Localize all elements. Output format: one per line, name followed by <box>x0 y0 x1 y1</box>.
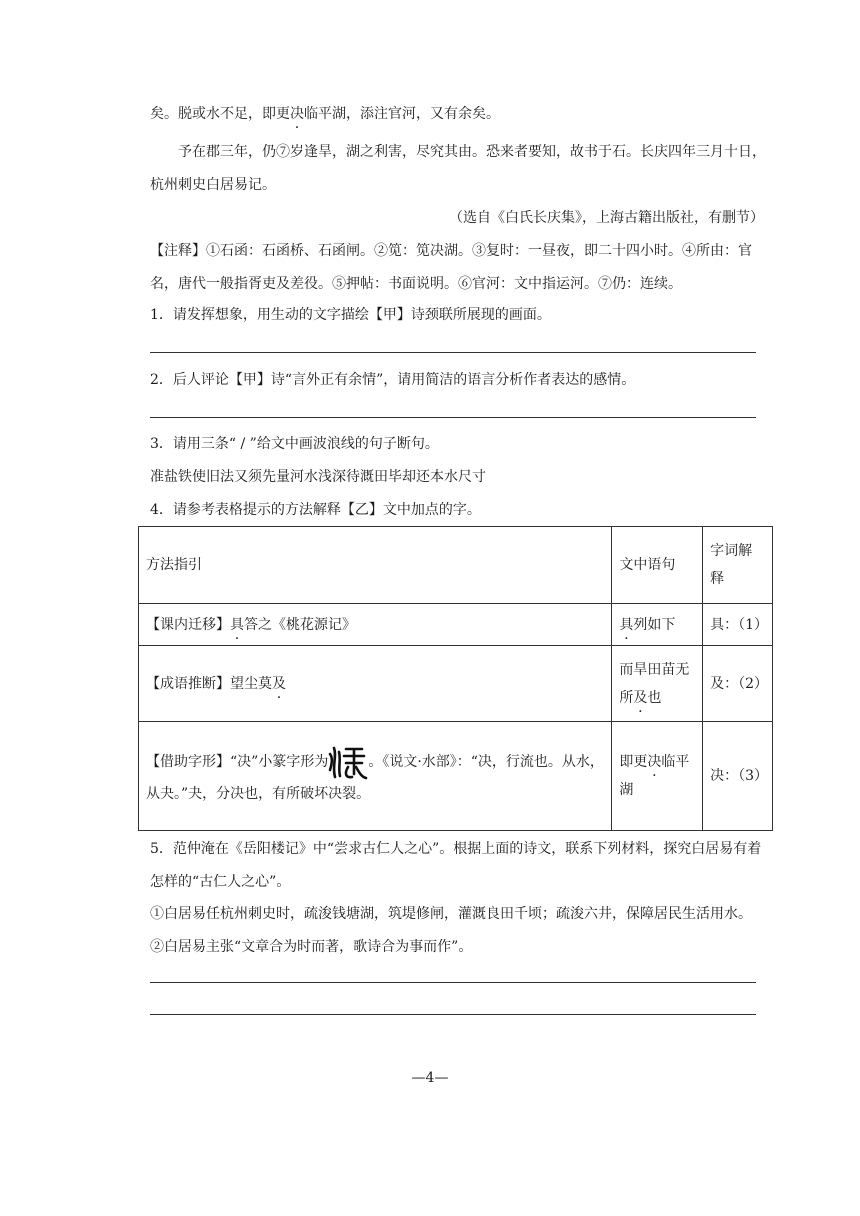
header-explain-line-2: 释 <box>710 571 725 587</box>
row2-explain[interactable]: 及：（2） <box>703 646 773 722</box>
passage-line-1-a: 矣。脱或水不足，即更 <box>150 106 290 122</box>
header-method: 方法指引 <box>139 527 612 604</box>
passage-para-2-line-2: 杭州刺史白居易记。 <box>150 177 276 193</box>
row3-method-line-2: 从夬。”夬，分决也，有所破坏决裂。 <box>146 786 371 802</box>
answer-line-q5-2[interactable] <box>150 1014 756 1015</box>
question-1: 1．请发挥想象，用生动的文字描绘【甲】诗颈联所展现的画面。 <box>150 307 551 323</box>
method-table <box>138 526 773 831</box>
row3-explain[interactable]: 决：（3） <box>703 722 773 831</box>
answer-line-q1[interactable] <box>150 352 756 353</box>
question-2: 2．后人评论【甲】诗“言外正有余情”，请用简洁的语言分析作者表达的感情。 <box>150 372 636 388</box>
row2-sentence-a: 所 <box>619 689 634 706</box>
table-row <box>139 722 773 831</box>
row3-sentence-line-2: 湖 <box>619 782 634 798</box>
header-explain <box>703 527 773 604</box>
dotted-char: 及 <box>272 675 286 692</box>
row3-sentence-a: 即更 <box>619 754 648 770</box>
notes-line-1: 【注释】①石函：石函桥、石函闸。②笕：笕决湖。③复时：一昼夜，即二十四小时。④所由：官 <box>150 243 752 259</box>
dotted-char: 决 <box>290 106 304 122</box>
row3-method-line-1 <box>146 744 604 780</box>
table-header-row <box>139 527 773 604</box>
passage-line-1-b: 临平湖，添注官河，又有余矣。 <box>304 106 500 122</box>
question-5-material-2: ②白居易主张“文章合为时而著，歌诗合为事而作”。 <box>150 939 473 955</box>
answer-line-q2[interactable] <box>150 417 756 418</box>
header-sentence: 文中语句 <box>612 527 703 604</box>
table-row <box>139 604 773 646</box>
header-explain-line-1: 字词解 <box>710 543 753 559</box>
seal-script-character-image <box>328 744 368 780</box>
dotted-char: 具 <box>230 616 244 633</box>
source-citation: （选自《白氏长庆集》，上海古籍出版社，有删节） <box>449 210 764 226</box>
row2-sentence-line-2 <box>619 684 695 712</box>
row1-method <box>139 604 612 646</box>
row3-sentence-line-1 <box>619 748 695 776</box>
row1-method-b: 答之《桃花源记》 <box>244 616 356 633</box>
question-4: 4．请参考表格提示的方法解释【乙】文中加点的字。 <box>150 502 481 518</box>
row3-sentence <box>612 722 703 831</box>
row3-method <box>139 722 612 831</box>
dotted-char: 及 <box>633 689 648 706</box>
row2-sentence <box>612 646 703 722</box>
row2-method-a: 【成语推断】望尘莫 <box>146 675 272 692</box>
row1-sentence-b: 列如下 <box>633 616 676 633</box>
row3-method-a: 【借助字形】“决”小篆字形为 <box>146 754 329 770</box>
row3-sentence-b: 临平 <box>661 754 690 770</box>
row2-sentence-line-1: 而旱田苗无 <box>619 661 690 678</box>
answer-line-q5-1[interactable] <box>150 982 756 983</box>
row1-explain[interactable]: 具：（1） <box>703 604 773 646</box>
row2-method <box>139 646 612 722</box>
row1-method-a: 【课内迁移】 <box>146 616 230 633</box>
question-5-line-2: 怎样的“古仁人之心”。 <box>150 874 291 890</box>
dotted-char: 具 <box>619 616 634 633</box>
passage-para-2-line-1: 予在郡三年，仍⑦岁逢旱，湖之利害，尽究其由。恐来者要知，故书于石。长庆四年三月十日， <box>178 144 766 160</box>
page-number: —4— <box>411 1070 449 1086</box>
question-5-line-1: 5．范仲淹在《岳阳楼记》中“尝求古仁人之心”。根据上面的诗文，联系下列材料，探究白居易有着 <box>150 841 762 857</box>
table-row <box>139 646 773 722</box>
question-5-material-1: ①白居易任杭州刺史时，疏浚钱塘湖，筑堤修闸，灌溉良田千顷；疏浚六井，保障居民生活用水。 <box>150 906 752 922</box>
dotted-char: 决 <box>647 754 662 770</box>
row2-sentence-b: 也 <box>647 689 662 706</box>
row1-sentence <box>612 604 703 646</box>
notes-line-2: 名，唐代一般指胥吏及差役。⑤押帖：书面说明。⑥官河：文中指运河。⑦仍：连续。 <box>150 276 682 292</box>
passage-line-1 <box>150 104 500 124</box>
row3-method-b: 。《说文·水部》：“决，行流也。从水， <box>368 754 604 770</box>
question-3-sentence: 准盐铁使旧法又须先量河水浅深待溉田毕却还本水尺寸 <box>150 469 486 485</box>
question-3: 3．请用三条“ / ”给文中画波浪线的句子断句。 <box>150 436 439 452</box>
